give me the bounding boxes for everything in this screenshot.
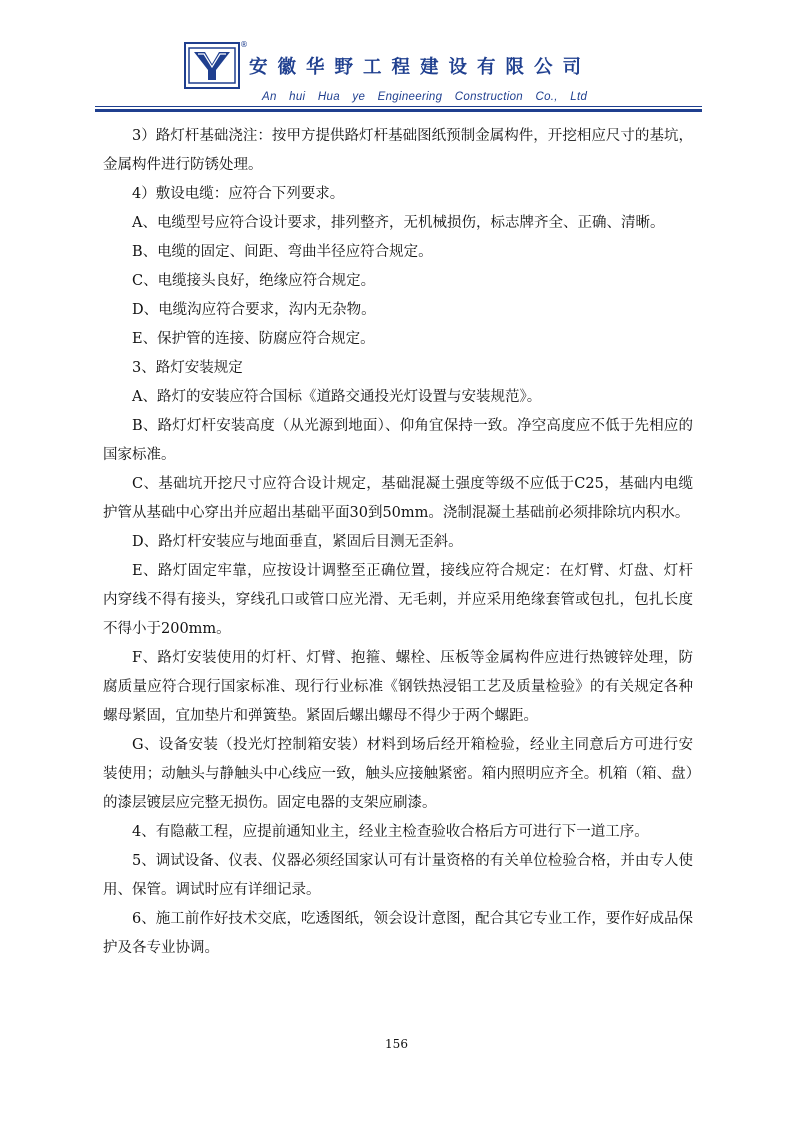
company-logo [184, 42, 240, 89]
paragraph: A、路灯的安装应符合国标《道路交通投光灯设置与安装规范》。 [132, 389, 542, 405]
page-number: 156 [385, 1037, 408, 1051]
paragraph: 4、有隐蔽工程，应提前通知业主，经业主检查验收合格后方可进行下一道工序。 [132, 824, 649, 840]
paragraph: 6、施工前作好技术交底，吃透图纸，领会设计意图，配合其它专业工作，要作好成品保护及各专业协调。 [103, 911, 693, 956]
company-name-en: An hui Hua ye Engineering Construction Co., Ltd [262, 91, 588, 103]
paragraph: G、设备安装（投光灯控制箱安装）材料到场后经开箱检验，经业主同意后方可进行安装使用；动触头与静触头中心线应一致，触头应接触紧密。箱内照明应齐全。机箱（箱、盘）的漆层镀层应完整无损伤。固定电器的支架应刷漆。 [103, 737, 693, 811]
section-heading: 3、路灯安装规定 [132, 360, 243, 376]
paragraph: D、电缆沟应符合要求，沟内无杂物。 [132, 302, 376, 318]
header-rule-thin [95, 106, 702, 107]
paragraph: 4）敷设电缆：应符合下列要求。 [132, 186, 345, 202]
paragraph: E、路灯固定牢靠，应按设计调整至正确位置，接线应符合规定：在灯臂、灯盘、灯杆内穿线不得有接头，穿线孔口或管口应光滑、无毛刺，并应采用绝缘套管或包扎，包扎长度不得小于200mm。 [103, 563, 693, 637]
paragraph: A、电缆型号应符合设计要求，排列整齐，无机械损伤，标志牌齐全、正确、清晰。 [132, 215, 665, 231]
logo-y-icon [186, 44, 238, 87]
paragraph: C、基础坑开挖尺寸应符合设计规定，基础混凝土强度等级不应低于C25，基础内电缆护管从基础中心穿出并应超出基础平面30到50mm。浇制混凝土基础前必须排除坑内积水。 [103, 476, 693, 521]
paragraph: 5、调试设备、仪表、仪器必须经国家认可有计量资格的有关单位检验合格，并由专人使用、保管。调试时应有详细记录。 [103, 853, 693, 898]
paragraph: E、保护管的连接、防腐应符合规定。 [132, 331, 375, 347]
paragraph: B、路灯灯杆安装高度（从光源到地面）、仰角宜保持一致。净空高度应不低于先相应的国家标准。 [103, 418, 693, 463]
paragraph: B、电缆的固定、间距、弯曲半径应符合规定。 [132, 244, 433, 260]
paragraph: C、电缆接头良好，绝缘应符合规定。 [132, 273, 376, 289]
company-name-cn: 安徽华野工程建设有限公司 [249, 57, 592, 78]
paragraph: F、路灯安装使用的灯杆、灯臂、抱箍、螺栓、压板等金属构件应进行热镀锌处理，防腐质量应符合现行国家标准、现行行业标准《钢铁热浸铝工艺及质量检验》的有关规定各种螺母紧固，宜加垫片和弹簧垫。紧固后螺出螺母不得少于两个螺距。 [103, 650, 693, 724]
paragraph: D、路灯杆安装应与地面垂直，紧固后目测无歪斜。 [132, 534, 463, 550]
document-body [103, 122, 693, 963]
paragraph: 3）路灯杆基础浇注：按甲方提供路灯杆基础图纸预制金属构件，开挖相应尺寸的基坑，金属构件进行防锈处理。 [103, 128, 693, 173]
registered-mark: ® [240, 40, 248, 49]
header-rule-thick [95, 109, 702, 112]
